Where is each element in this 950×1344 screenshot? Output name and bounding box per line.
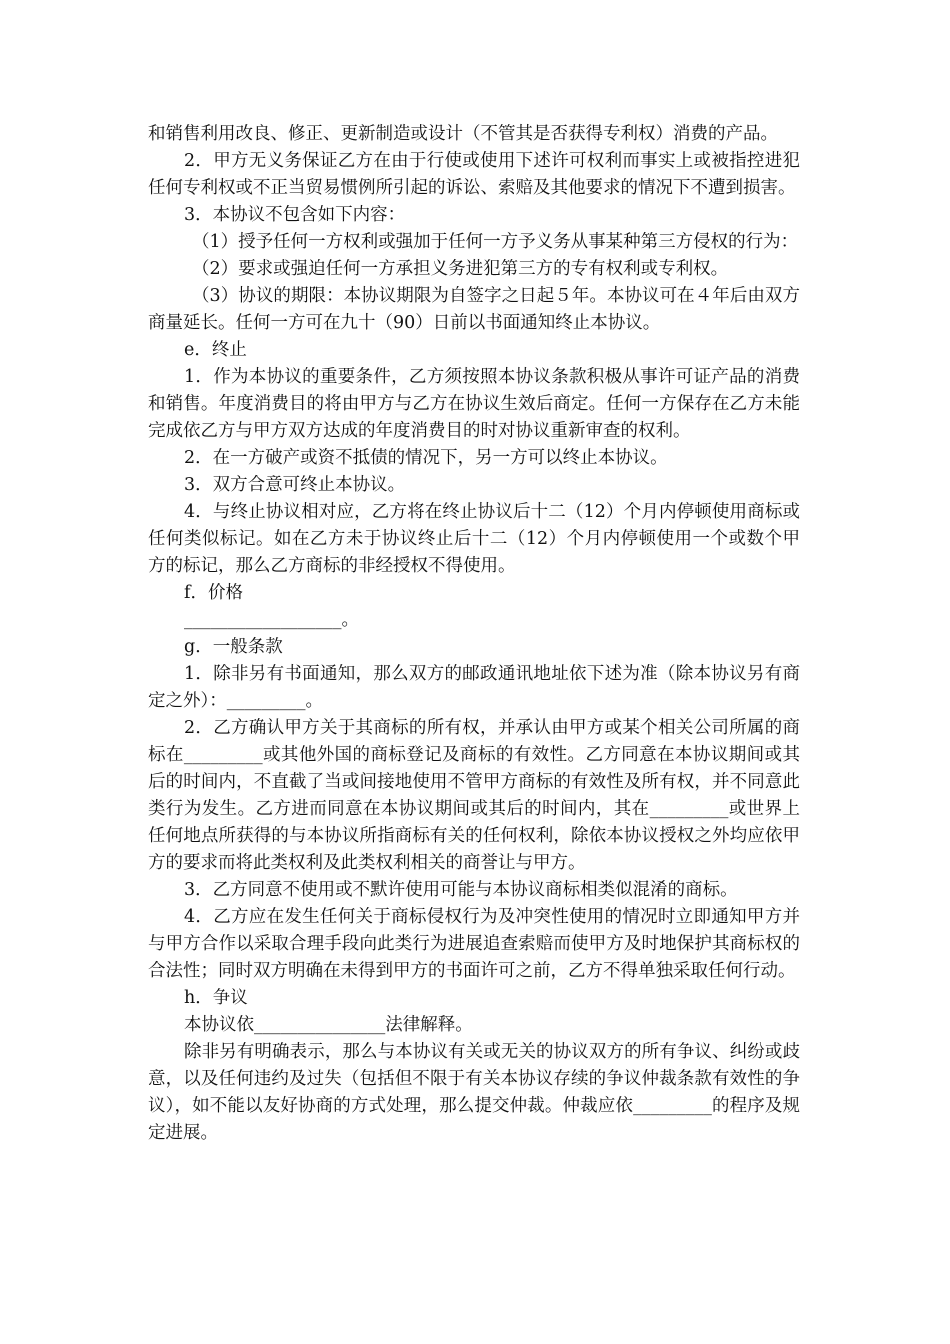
paragraph-item-1: （1）授予任何一方权利或强加于任何一方予义务从事某种第三方侵权的行为： bbox=[192, 232, 799, 252]
section-heading-e-termination: e．终止 bbox=[184, 340, 247, 360]
paragraph-general-3: 3．乙方同意不使用或不默许使用可能与本协议商标相类似混淆的商标。 bbox=[184, 880, 738, 900]
paragraph-price-blank: __________________。 bbox=[184, 610, 359, 630]
paragraph-termination-4: 4．与终止协议相对应，乙方将在终止协议后十二（12）个月内停顿使用商标或任何类似标记。如在乙方未于协议终止后十二（12）个月内停顿使用一个或数个甲方的标记，那么乙方商标的非经授权不得使用。 bbox=[148, 502, 800, 576]
paragraph-termination-3: 3．双方合意可终止本协议。 bbox=[184, 475, 406, 495]
paragraph-item-2: （2）要求或强迫任何一方承担义务进犯第三方的专有权利或专利权。 bbox=[192, 259, 729, 279]
paragraph-arbitration: 除非另有明确表示，那么与本协议有关或无关的协议双方的所有争议、纠纷或歧意，以及任何违约及过失（包括但不限于有关本协议存续的争议仲裁条款有效性的争议），如不能以友好协商的方式处理，那么提交仲裁。仲裁应依_________的程序及规定进展。 bbox=[148, 1042, 800, 1143]
paragraph-general-2: 2．乙方确认甲方关于其商标的所有权，并承认由甲方或某个相关公司所属的商标在_________或其他外国的商标登记及商标的有效性。乙方同意在本协议期间或其后的时间内，不直截了当或间接地使用不管甲方商标的有效性及所有权，并不同意此类行为发生。乙方进而同意在本协议期间或其后的时间内，其在_________或世界上任何地点所获得的与本协议所指商标有关的任何权利，除依本协议授权之外均应依甲方的要求而将此类权利及此类权利相关的商誉让与甲方。 bbox=[148, 718, 800, 873]
paragraph-termination-2: 2．在一方破产或资不抵债的情况下，另一方可以终止本协议。 bbox=[184, 448, 668, 468]
section-heading-g-general-terms: g．一般条款 bbox=[184, 637, 283, 657]
section-heading-f-price: f．价格 bbox=[184, 583, 243, 603]
paragraph-products: 和销售利用改良、修正、更新制造或设计（不管其是否获得专利权）消费的产品。 bbox=[148, 124, 778, 144]
section-heading-h-dispute: h．争议 bbox=[184, 988, 248, 1008]
document-page bbox=[148, 121, 800, 1147]
paragraph-general-1: 1．除非另有书面通知，那么双方的邮政通讯地址依下述为准（除本协议另有商定之外）：_________。 bbox=[148, 664, 800, 711]
paragraph-clause-3-exclusions: 3．本协议不包含如下内容： bbox=[184, 205, 406, 225]
paragraph-governing-law: 本协议依_______________法律解释。 bbox=[184, 1015, 473, 1035]
paragraph-item-3-term: （3）协议的期限：本协议期限为自签字之日起５年。本协议可在４年后由双方商量延长。任何一方可在九十（90）日前以书面通知终止本协议。 bbox=[148, 286, 800, 333]
paragraph-termination-1: 1．作为本协议的重要条件，乙方须按照本协议条款积极从事许可证产品的消费和销售。年度消费目的将由甲方与乙方在协议生效后商定。任何一方保存在乙方未能完成依乙方与甲方双方达成的年度消费目的时对协议重新审查的权利。 bbox=[148, 367, 800, 441]
paragraph-clause-2-no-obligation: 2．甲方无义务保证乙方在由于行使或使用下述许可权利而事实上或被指控进犯任何专利权或不正当贸易惯例所引起的诉讼、索赔及其他要求的情况下不遭到损害。 bbox=[148, 151, 800, 198]
paragraph-general-4: 4．乙方应在发生任何关于商标侵权行为及冲突性使用的情况时立即通知甲方并与甲方合作以采取合理手段向此类行为进展追查索赔而使甲方及时地保护其商标权的合法性；同时双方明确在未得到甲方的书面许可之前，乙方不得单独采取任何行动。 bbox=[148, 907, 800, 981]
